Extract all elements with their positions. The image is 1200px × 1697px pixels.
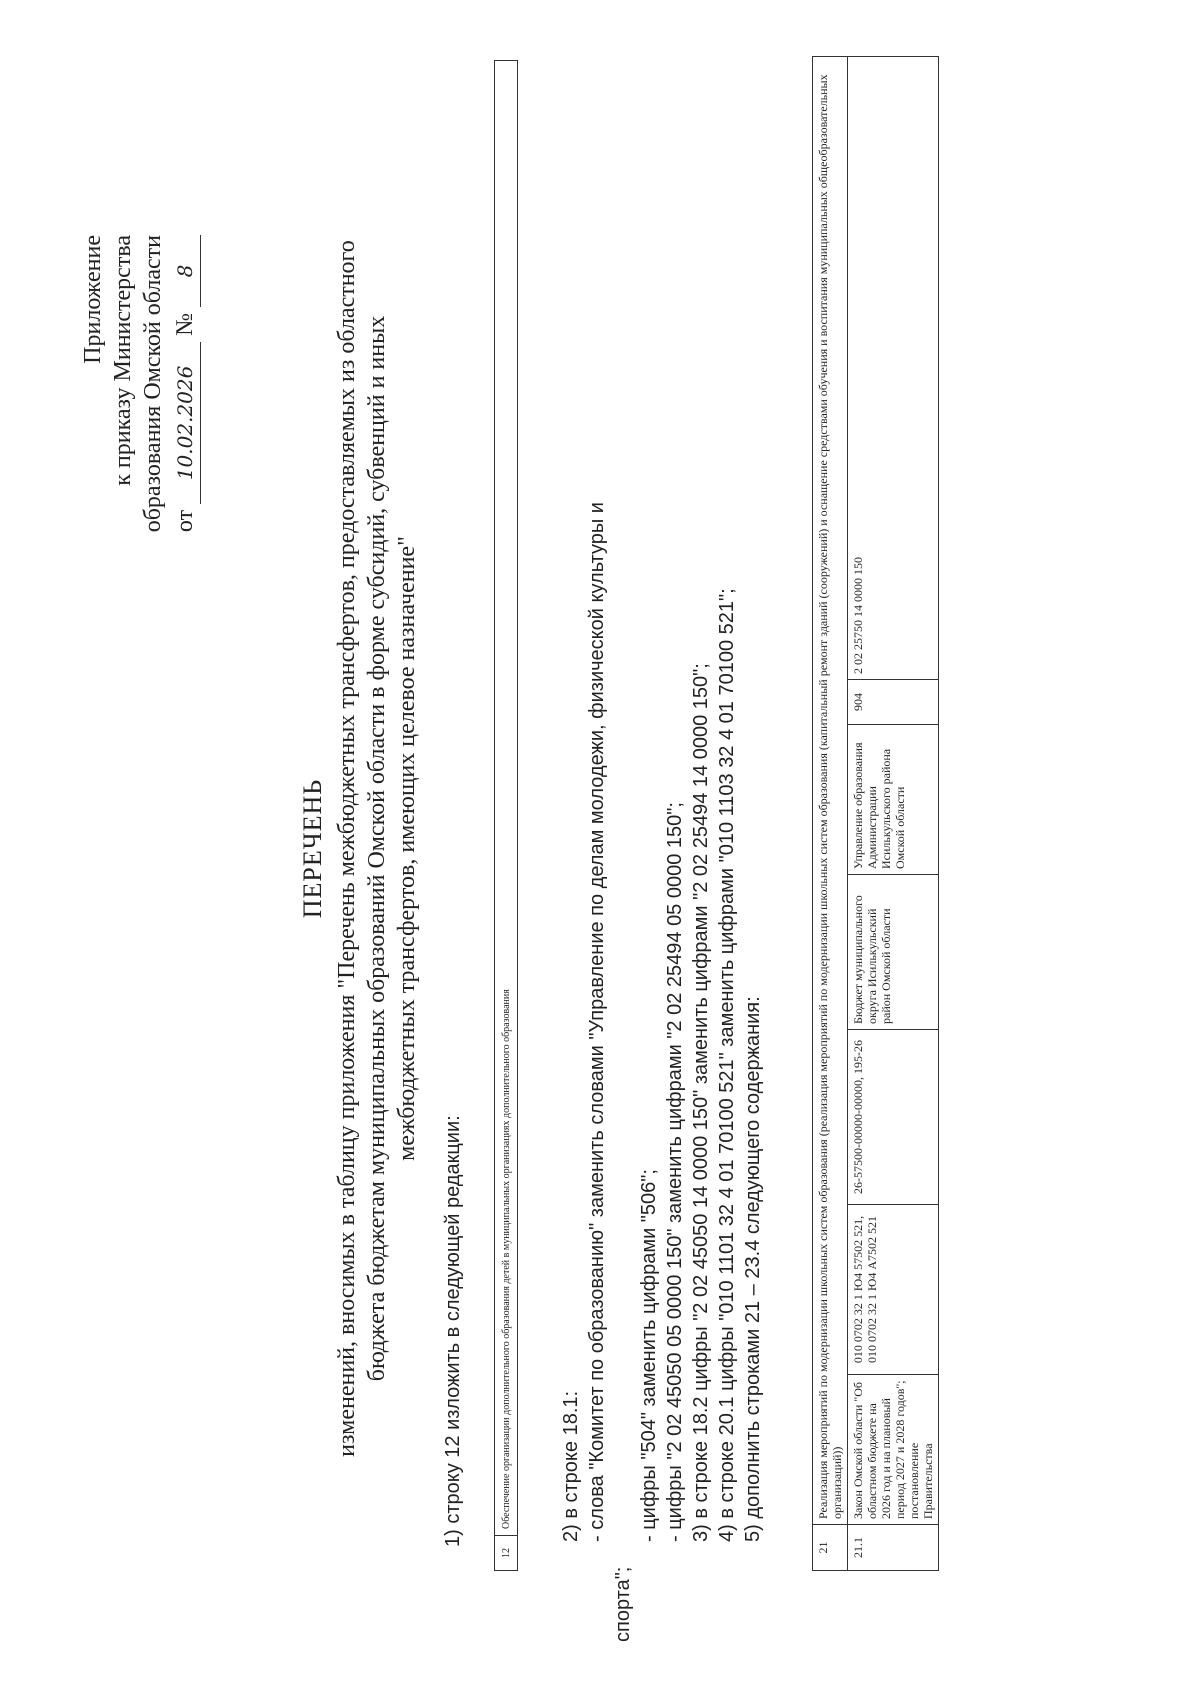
appendix-header xyxy=(78,235,201,532)
order-number: 8 xyxy=(170,235,201,307)
table-row xyxy=(848,57,939,1571)
title-line-3: межбюджетных трансфертов, имеющих целевое назначение" xyxy=(394,536,420,1161)
item-2-intro: 2) в строке 18.1: xyxy=(560,1390,582,1542)
cell-code: 26-57500-00000-00000, 195-26 xyxy=(848,1030,939,1205)
cell-kbk: 010 0702 32 1 Ю4 57502 521, 010 0702 32 1 Ю4 A7502 521 xyxy=(848,1205,939,1375)
row-text: Обеспечение организации дополнительного образования детей в муниципальных организациях дополнительного образования xyxy=(495,61,518,1536)
item-2-c: - цифры "2 02 45050 05 0000 150" заменить цифрами "2 02 25494 05 0000 150"; xyxy=(664,802,686,1542)
item-2-a: - слова "Комитет по образованию" заменить словами "Управление по делам молодежи, физической культуры и xyxy=(586,502,608,1542)
cell-legal-basis: Закон Омской области "Об областном бюджете на 2026 год и на плановый период 2027 и 2028 годов"; постановление Правительства xyxy=(848,1375,939,1525)
row-number: 21.1 xyxy=(848,1525,939,1571)
row-text: Реализация мероприятий по модернизации школьных систем образования (реализация мероприятий по модернизации школьных систем образования (капитальный ремонт зданий (сооружений) и оснащение средствами обучения и воспитания муниципальных общеобразовательных организаций)) xyxy=(813,57,848,1525)
row-number: 12 xyxy=(495,1536,518,1571)
appendix-date-line xyxy=(170,235,201,532)
cell-income-code: 2 02 25750 14 0000 150 xyxy=(848,57,939,680)
item-3: 3) в строке 18.2 цифры "2 02 45050 14 0000 150" заменить цифрами "2 02 25494 14 0000 150"; xyxy=(690,663,712,1542)
item-2-a-cont: спорта"; xyxy=(612,1566,634,1642)
item-1: 1) строку 12 изложить в следующей редакции: xyxy=(442,1115,464,1547)
appendix-title: Приложение xyxy=(80,235,106,364)
title-line-1: изменений, вносимых в таблицу приложения "Перечень межбюджетных трансфертов, предоставляемых из областного xyxy=(334,240,360,1457)
cell-administrator: Управление образования Администрации Исилькульского района Омской области xyxy=(848,725,939,875)
table-row xyxy=(495,61,518,1571)
appendix-ministry-line: образования Омской области xyxy=(140,235,166,533)
number-label: № xyxy=(172,313,198,336)
document-title xyxy=(298,120,422,1577)
from-label: от xyxy=(172,509,198,533)
item-4: 4) в строке 20.1 цифры "010 1101 32 4 01 70100 521" заменить цифрами "010 1103 32 4 01 70100 521"; xyxy=(716,588,738,1542)
cell-budget: Бюджет муниципального округа Исилькульский район Омской области xyxy=(848,875,939,1030)
title-heading: ПЕРЕЧЕНЬ xyxy=(298,778,327,919)
order-date: 10.02.2026 xyxy=(170,342,201,504)
appendix-order-line: к приказу Министерства xyxy=(110,235,136,486)
amendment-items xyxy=(558,177,766,1642)
title-line-2: бюджета бюджетам муниципальных образований Омской области в форме субсидий, субвенций и иных xyxy=(364,315,390,1382)
table-rows-21 xyxy=(812,56,939,1571)
row-number: 21 xyxy=(813,1525,848,1571)
table-row xyxy=(813,57,848,1571)
item-2-b: - цифры "504" заменить цифрами "506"; xyxy=(638,1169,660,1542)
item-5: 5) дополнить строками 21 – 23.4 следующего содержания: xyxy=(742,996,764,1542)
table-row-12 xyxy=(494,60,518,1571)
cell-grbs: 904 xyxy=(848,680,939,725)
